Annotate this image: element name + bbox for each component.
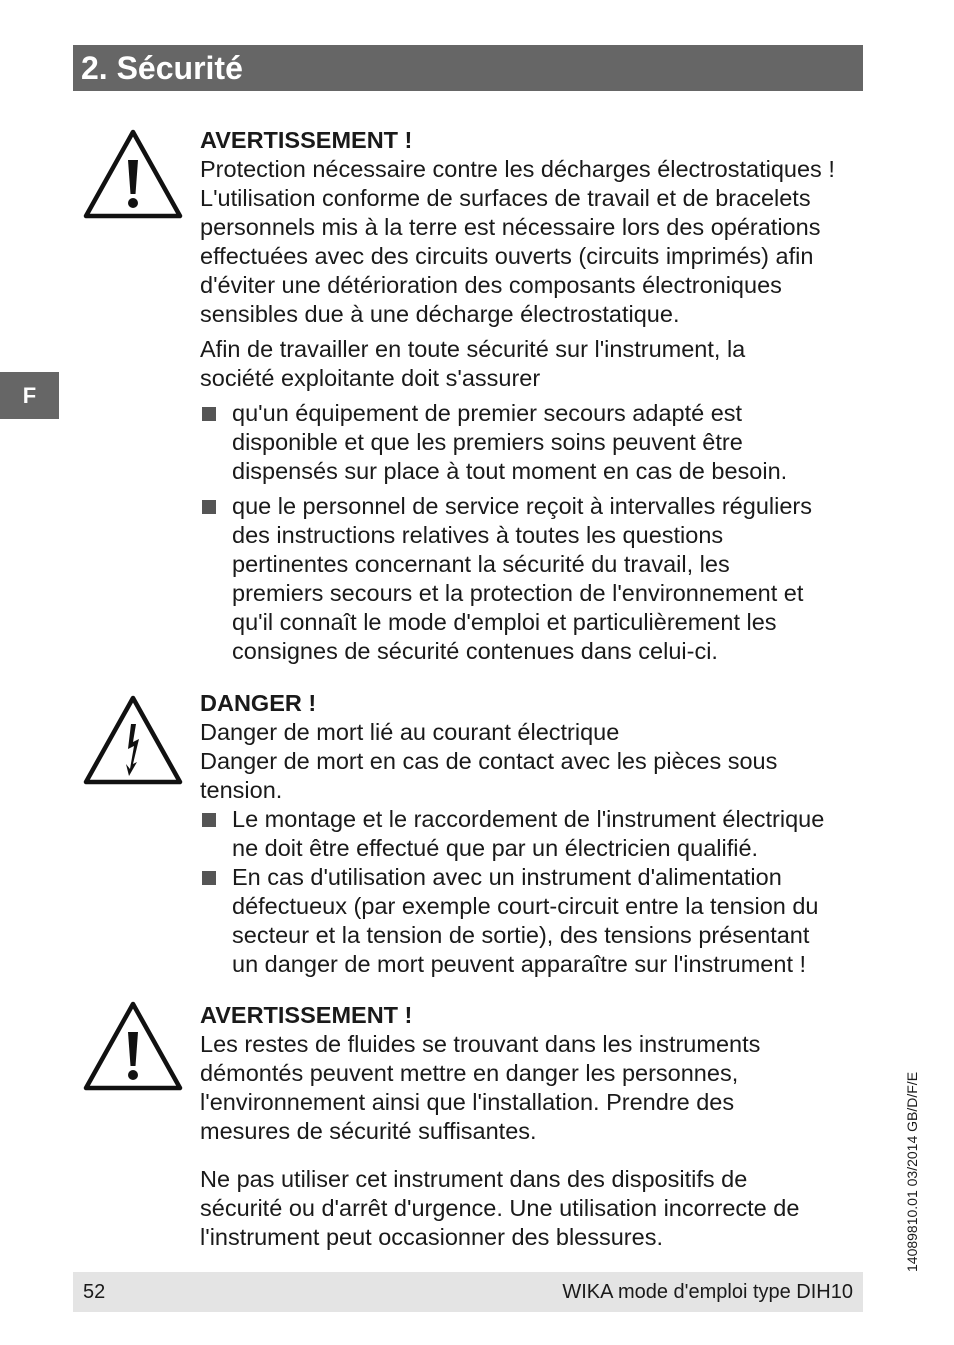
document-code: 14089810.01 03/2014 GB/D/F/E	[904, 1071, 920, 1272]
list-item	[200, 492, 864, 666]
danger-title: DANGER !	[200, 690, 317, 716]
list-item-line: ne doit être effectué que par un électricien qualifié.	[232, 835, 759, 861]
list-item-line: En cas d'utilisation avec un instrument d'alimentation	[232, 864, 782, 890]
warning-text-line: démontés peuvent mettre en danger les personnes,	[200, 1060, 739, 1086]
warning-text-line: L'utilisation conforme de surfaces de travail et de bracelets	[200, 185, 811, 211]
bullet-square-icon	[202, 813, 216, 827]
closing-text-line: l'instrument peut occasionner des blessures.	[200, 1224, 663, 1250]
warning-title: AVERTISSEMENT !	[200, 127, 413, 153]
list-item-line: dispensés sur place à tout moment en cas de besoin.	[232, 458, 788, 484]
page-number: 52	[83, 1281, 106, 1303]
bullet-square-icon	[202, 407, 216, 421]
page-footer	[73, 1272, 863, 1312]
list-item-line: que le personnel de service reçoit à intervalles réguliers	[232, 493, 812, 519]
closing-text-line: sécurité ou d'arrêt d'urgence. Une utilisation incorrecte de	[200, 1195, 800, 1221]
warning-text-line: d'éviter une détérioration des composants électroniques	[200, 272, 782, 298]
document-title: WIKA mode d'emploi type DIH10	[562, 1281, 853, 1303]
danger-text-line: Danger de mort en cas de contact avec les pièces sous	[200, 748, 778, 774]
bullet-square-icon	[202, 871, 216, 885]
list-item-line: pertinentes concernant la sécurité du travail, les	[232, 551, 730, 577]
warning-text-line: effectuées avec des circuits ouverts (circuits imprimés) afin	[200, 243, 814, 269]
warning-exclamation-icon	[82, 128, 184, 220]
warning-text-line: Protection nécessaire contre les décharges électrostatiques !	[200, 156, 835, 182]
language-tab: F	[0, 372, 59, 419]
warning-text-line: sensibles due à une décharge électrostatique.	[200, 301, 680, 327]
list-item-line: premiers secours et la protection de l'environnement et	[232, 580, 804, 606]
list-item-line: des instructions relatives à toutes les questions	[232, 522, 724, 548]
list-item	[200, 399, 864, 486]
warning-text-line: Les restes de fluides se trouvant dans les instruments	[200, 1031, 761, 1057]
intro-text-line: société exploitante doit s'assurer	[200, 365, 541, 391]
warning-block-residues	[200, 1001, 864, 1146]
danger-text-line: Danger de mort lié au courant électrique	[200, 719, 620, 745]
high-voltage-icon	[82, 694, 184, 786]
list-item-line: un danger de mort peuvent apparaître sur l'instrument !	[232, 951, 807, 977]
warning-title: AVERTISSEMENT !	[200, 1002, 413, 1028]
list-item	[200, 863, 864, 979]
danger-block-electric	[200, 689, 864, 979]
intro-text-line: Afin de travailler en toute sécurité sur l'instrument, la	[200, 336, 746, 362]
section-title: 2. Sécurité	[73, 45, 863, 91]
danger-text-line: tension.	[200, 777, 283, 803]
warning-block-esd	[200, 126, 864, 666]
list-item-line: qu'il connaît le mode d'emploi et particulièrement les	[232, 609, 777, 635]
closing-paragraph	[200, 1165, 864, 1252]
bullet-square-icon	[202, 500, 216, 514]
list-item-line: qu'un équipement de premier secours adapté est	[232, 400, 743, 426]
closing-text-line: Ne pas utiliser cet instrument dans des dispositifs de	[200, 1166, 748, 1192]
warning-text-line: mesures de sécurité suffisantes.	[200, 1118, 537, 1144]
list-item-line: disponible et que les premiers soins peuvent être	[232, 429, 743, 455]
list-item-line: secteur et la tension de sortie), des tensions présentant	[232, 922, 810, 948]
warning-exclamation-icon	[82, 1000, 184, 1092]
list-item-line: consignes de sécurité contenues dans celui-ci.	[232, 638, 718, 664]
warning-text-line: personnels mis à la terre est nécessaire lors des opérations	[200, 214, 821, 240]
list-item	[200, 805, 864, 863]
list-item-line: défectueux (par exemple court-circuit entre la tension du	[232, 893, 819, 919]
list-item-line: Le montage et le raccordement de l'instrument électrique	[232, 806, 825, 832]
warning-text-line: l'environnement ainsi que l'installation. Prendre des	[200, 1089, 735, 1115]
